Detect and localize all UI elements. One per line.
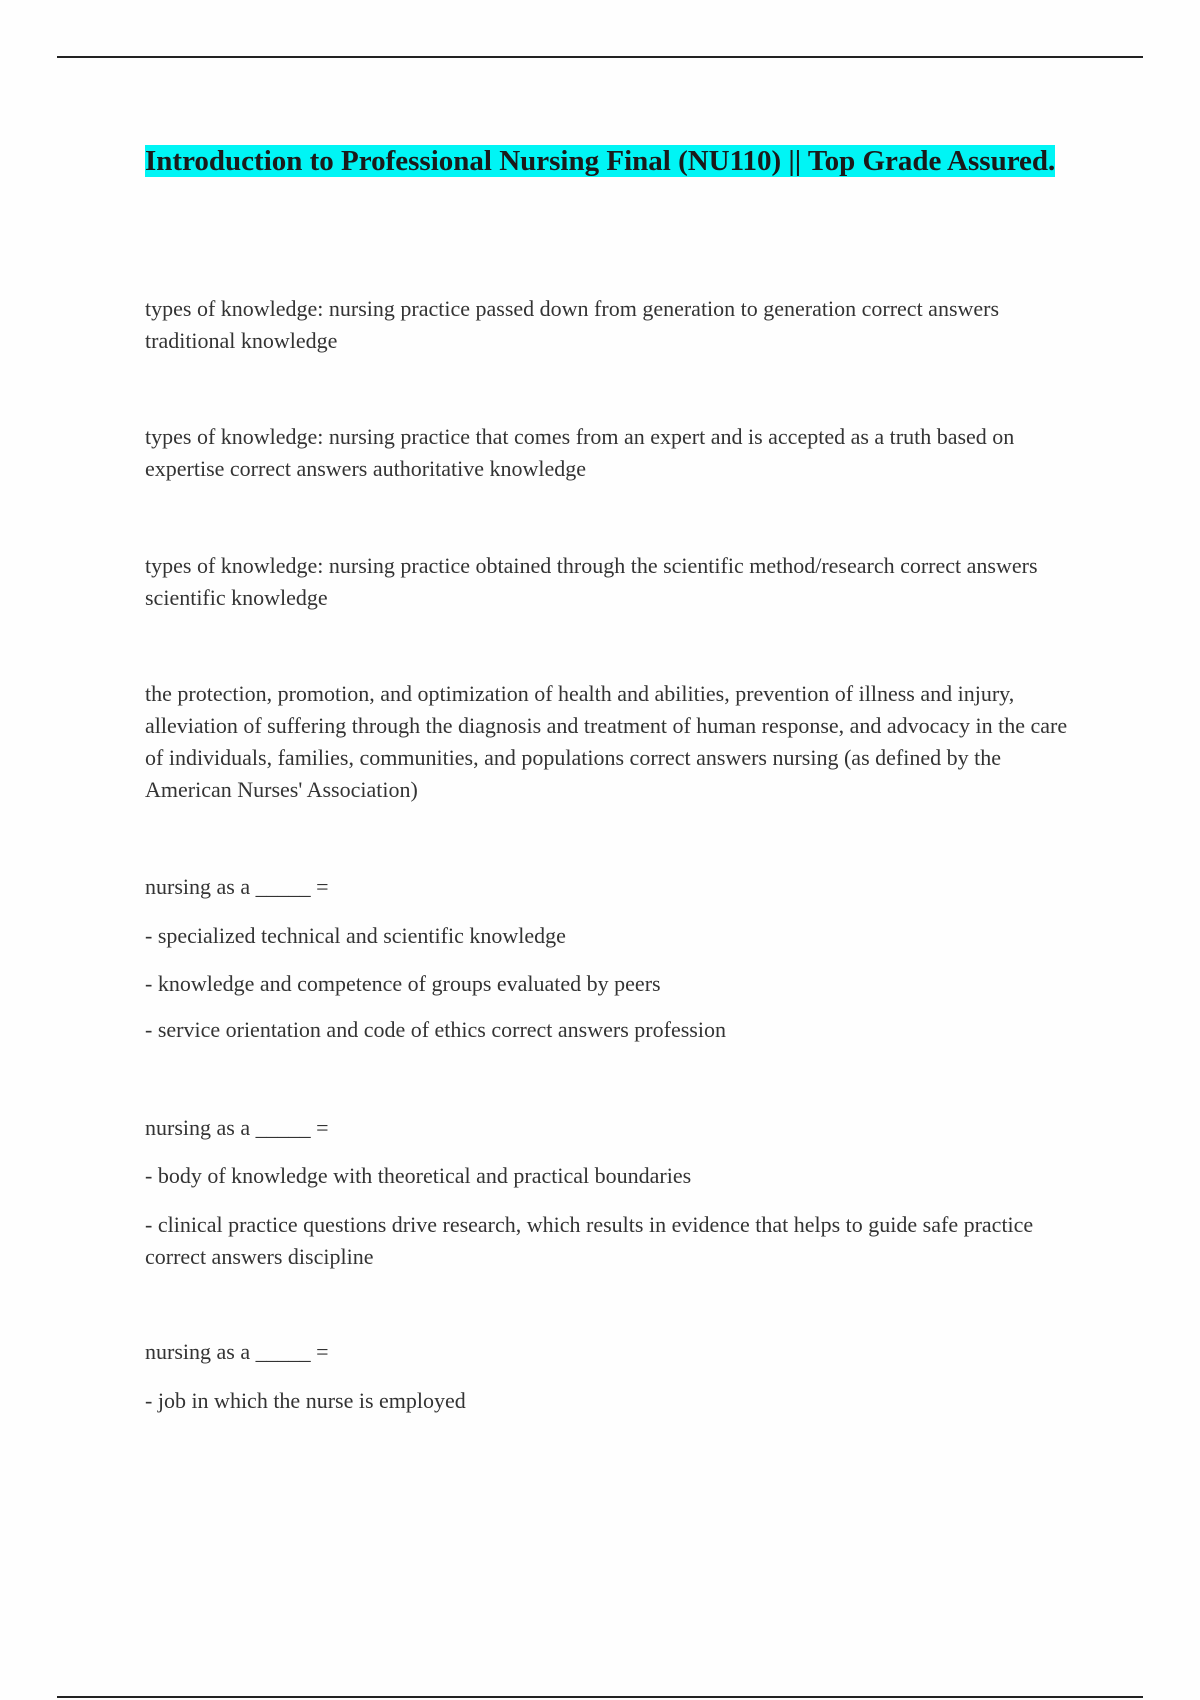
profession-item: - specialized technical and scientific knowledge	[145, 923, 566, 948]
discipline-item: - clinical practice questions drive research, which results in evidence that helps to guide safe practice correct answers discipline	[145, 1212, 1034, 1269]
discipline-prompt: nursing as a _____ =	[145, 1115, 329, 1140]
discipline-item: - body of knowledge with theoretical and practical boundaries	[145, 1163, 692, 1188]
entry-traditional-knowledge: types of knowledge: nursing practice passed down from generation to generation correct answers traditional knowledge	[145, 296, 1000, 353]
title-block	[145, 140, 1090, 182]
job-item: - job in which the nurse is employed	[145, 1388, 466, 1413]
footer-rule	[57, 1696, 1143, 1698]
profession-item: - knowledge and competence of groups evaluated by peers	[145, 971, 661, 996]
title-highlight: Introduction to Professional Nursing Final (NU110) || Top Grade Assured.	[145, 145, 1056, 177]
header-rule	[57, 56, 1143, 58]
entry-scientific-knowledge: types of knowledge: nursing practice obtained through the scientific method/research correct answers scientific knowledge	[145, 553, 1038, 610]
profession-item: - service orientation and code of ethics correct answers profession	[145, 1017, 726, 1042]
profession-prompt: nursing as a _____ =	[145, 874, 329, 899]
entry-authoritative-knowledge: types of knowledge: nursing practice that comes from an expert and is accepted as a truth based on expertise correct answers authoritative knowledge	[145, 424, 1015, 481]
document-title	[145, 140, 1090, 182]
entry-nursing-definition: the protection, promotion, and optimization of health and abilities, prevention of illness and injury, alleviation of suffering through the diagnosis and treatment of human response, and advocacy in the care of individuals, families, communities, and populations correct answers nursing (as defined by the American Nurses' Association)	[145, 681, 1068, 802]
job-prompt: nursing as a _____ =	[145, 1339, 329, 1364]
